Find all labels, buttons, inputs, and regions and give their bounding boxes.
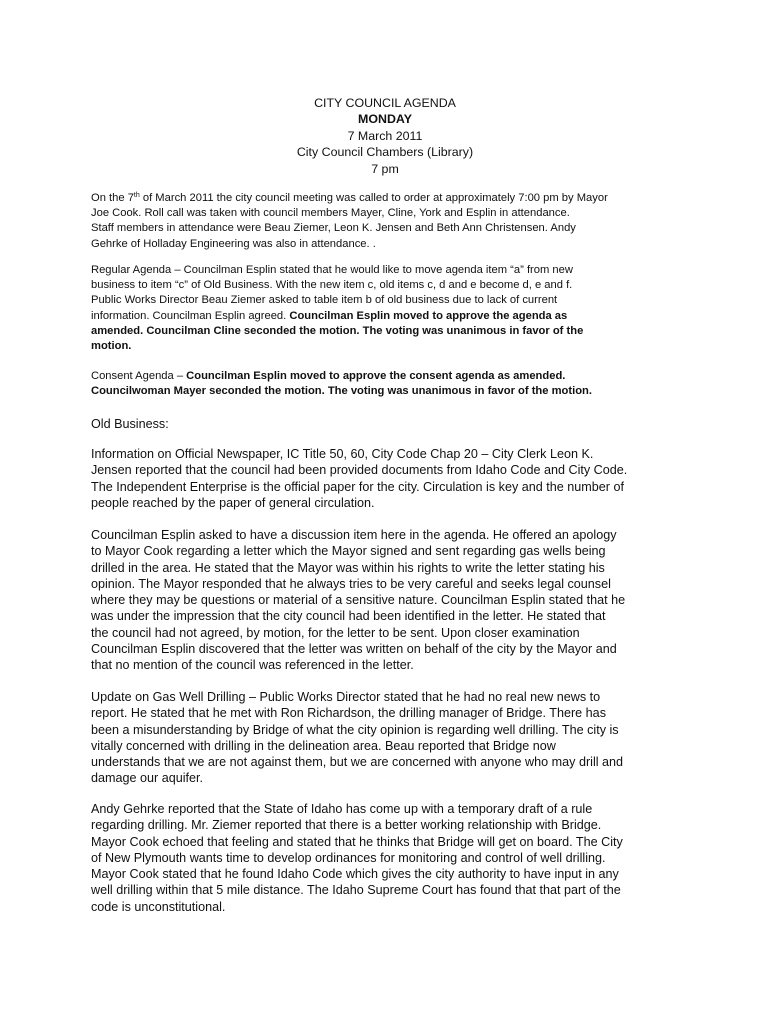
motion-text: Councilman Esplin moved to approve the agenda as: [289, 309, 568, 322]
motion-text: Councilwoman Mayer seconded the motion. The voting was unanimous in favor of the motion.: [91, 385, 592, 398]
agenda-day: MONDAY: [358, 112, 412, 127]
paragraph-line: people reached by the paper of general circulation.: [91, 495, 375, 510]
gas-well-update-paragraph: [91, 689, 691, 787]
paragraph-line: understands that we are not against them, but we are concerned with anyone who may drill and: [91, 755, 624, 770]
paragraph-line: damage our aquifer.: [91, 771, 204, 786]
paragraph-line: vitally concerned with drilling in the delineation area. Beau reported that Bridge now: [91, 738, 556, 753]
paragraph-line: where they may be questions or material of a sensitive nature. Councilman Esplin stated that he: [91, 593, 626, 608]
paragraph-line: Andy Gehrke reported that the State of Idaho has come up with a temporary draft of a rule: [91, 802, 593, 816]
paragraph-line: Public Works Director Beau Ziemer asked to table item b of old business due to lack of current: [91, 294, 558, 307]
paragraph-line: was under the impression that the city council had been identified in the letter. He stated that: [91, 609, 606, 624]
paragraph-line: business to item “c” of Old Business. With the new item c, old items c, d and e become d, e and f.: [91, 279, 573, 292]
text-run: of March 2011 the city council meeting was called to order at approximately 7:00 pm by Mayor: [139, 192, 608, 204]
agenda-location: City Council Chambers (Library): [296, 145, 474, 160]
text-run: On the 7: [91, 192, 134, 204]
official-newspaper-paragraph: [91, 446, 691, 511]
paragraph-line: Update on Gas Well Drilling – Public Works Director stated that he had no real new news to: [91, 690, 601, 704]
old-business-heading: Old Business:: [91, 417, 169, 431]
esplin-discussion-paragraph: [91, 527, 691, 674]
paragraph-line: the council had not agreed, by motion, for the letter to be sent. Upon closer examination: [91, 625, 580, 640]
paragraph-line: been a misunderstanding by Bridge of what the city opinion is regarding well drilling. The city is: [91, 722, 619, 737]
paragraph-line: [91, 191, 711, 206]
paragraph-line: Jensen reported that the council had been provided documents from Idaho Code and City Code.: [91, 463, 628, 478]
paragraph-line: The Independent Enterprise is the official paper for the city. Circulation is key and the number of: [91, 479, 624, 494]
paragraph-line: Gehrke of Holladay Engineering was also in attendance. .: [91, 237, 376, 250]
paragraph-line: of New Plymouth wants time to develop ordinances for monitoring and control of well drilling.: [91, 850, 606, 865]
text-run: information. Councilman Esplin agreed.: [91, 309, 290, 322]
paragraph-line: [91, 309, 711, 324]
motion-text: amended. Councilman Cline seconded the motion. The voting was unanimous in favor of the: [91, 324, 584, 337]
paragraph-line: code is unconstitutional.: [91, 899, 226, 914]
paragraph-line: Councilman Esplin asked to have a discussion item here in the agenda. He offered an apology: [91, 528, 617, 542]
paragraph-line: [91, 369, 711, 384]
agenda-time: 7 pm: [371, 161, 399, 176]
paragraph-line: report. He stated that he met with Ron Richardson, the drilling manager of Bridge. There has: [91, 706, 606, 721]
consent-agenda-paragraph: [91, 369, 711, 399]
paragraph-line: Regular Agenda – Councilman Esplin stated that he would like to move agenda item “a” from new: [91, 264, 573, 276]
paragraph-line: Mayor Cook echoed that feeling and stated that he thinks that Bridge will get on board. The City: [91, 834, 623, 849]
text-run: Consent Agenda –: [91, 370, 187, 382]
agenda-date: 7 March 2011: [347, 128, 423, 143]
regular-agenda-paragraph: [91, 263, 711, 354]
paragraph-line: Information on Official Newspaper, IC Title 50, 60, City Code Chap 20 – City Clerk Leon K.: [91, 447, 594, 461]
agenda-title: CITY COUNCIL AGENDA: [314, 96, 456, 110]
paragraph-line: regarding drilling. Mr. Ziemer reported that there is a better working relationship with Bridge.: [91, 818, 602, 833]
paragraph-line: that no mention of the council was referenced in the letter.: [91, 658, 414, 673]
ordinal-suffix: th: [133, 192, 140, 199]
call-to-order-paragraph: [91, 191, 711, 252]
paragraph-line: to Mayor Cook regarding a letter which the Mayor signed and sent regarding gas wells being: [91, 544, 606, 559]
paragraph-line: Staff members in attendance were Beau Ziemer, Leon K. Jensen and Beth Ann Christensen. Andy: [91, 222, 576, 235]
drilling-rule-paragraph: [91, 801, 691, 915]
motion-text: motion.: [91, 340, 132, 353]
paragraph-line: Councilman Esplin discovered that the letter was written on behalf of the city by the Mayor and: [91, 642, 617, 657]
paragraph-line: Joe Cook. Roll call was taken with council members Mayer, Cline, York and Esplin in attendance.: [91, 207, 570, 220]
agenda-header: [0, 95, 770, 177]
paragraph-line: opinion. The Mayor responded that he always tries to be very careful and seeks legal counsel: [91, 576, 611, 591]
motion-text: Councilman Esplin moved to approve the consent agenda as amended.: [186, 370, 566, 382]
paragraph-line: Mayor Cook stated that he found Idaho Code which gives the city authority to have input in any: [91, 867, 619, 882]
paragraph-line: well drilling within that 5 mile distance. The Idaho Supreme Court has found that that part of the: [91, 883, 621, 898]
paragraph-line: drilled in the area. He stated that the Mayor was within his rights to write the letter stating his: [91, 560, 605, 575]
